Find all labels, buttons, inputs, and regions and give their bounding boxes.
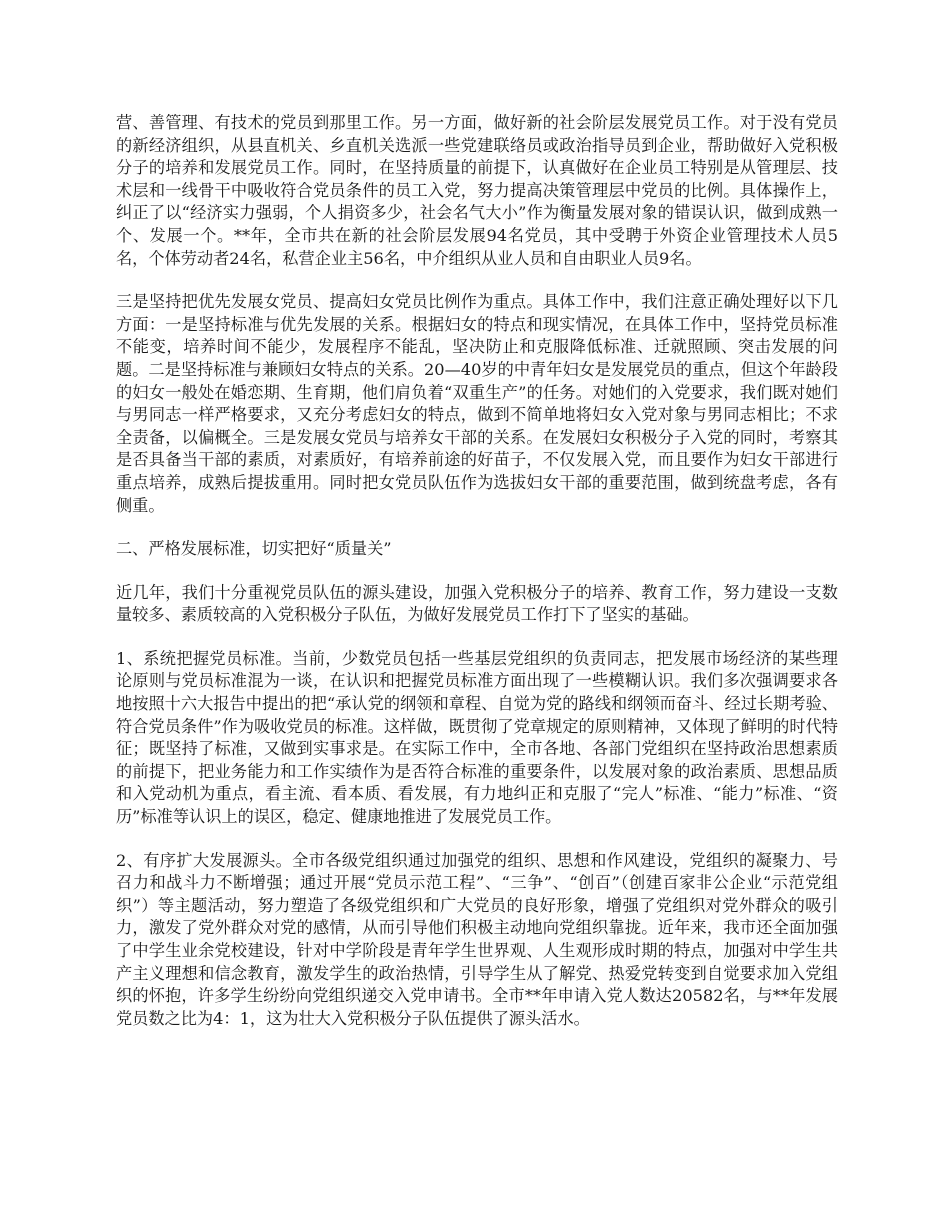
document-body xyxy=(116,112,838,1051)
paragraph-member-standards: 1、系统把握党员标准。当前，少数党员包括一些基层党组织的负责同志，把发展市场经济的某些理论原则与党员标准混为一谈，在认识和把握党员标准方面出现了一些模糊认识。我们多次强调要求各地按照十六大报告中提出的把“承认党的纲领和章程、自觉为党的路线和纲领而奋斗、经过长期考验、符合党员条件”作为吸收党员的标准。这样做，既贯彻了党章规定的原则精神，又体现了鲜明的时代特征；既坚持了标准，又做到实事求是。在实际工作中，全市各地、各部门党组织在坚持政治思想素质的前提下，把业务能力和工作实绩作为是否符合标准的重要条件，以发展对象的政治素质、思想品质和入党动机为重点，看主流、看本质、看发展，有力地纠正和克服了“完人”标准、“能力”标准、“资历”标准等认识上的误区，稳定、健康地推进了发展党员工作。 xyxy=(116,648,838,827)
paragraph-expand-sources: 2、有序扩大发展源头。全市各级党组织通过加强党的组织、思想和作风建设，党组织的凝聚力、号召力和战斗力不断增强；通过开展“党员示范工程”、“三争”、“创百”（创建百家非公企业“示范党组织”）等主题活动，努力塑造了各级党组织和广大党员的良好形象，增强了党组织对党外群众的吸引力，激发了党外群众对党的感情，从而引导他们积极主动地向党组织靠拢。近年来，我市还全面加强了中学生业余党校建设，针对中学阶段是青年学生世界观、人生观形成时期的特点，加强对中学生共产主义理想和信念教育，激发学生的政治热情，引导学生从了解党、热爱党转变到自觉要求加入党组织的怀抱，许多学生纷纷向党组织递交入党申请书。全市**年申请入党人数达20582名，与**年发展党员数之比为4：1，这为壮大入党积极分子队伍提供了源头活水。 xyxy=(116,850,838,1028)
section-heading-quality: 二、严格发展标准，切实把好“质量关” xyxy=(116,539,392,559)
paragraph-source-building: 近几年，我们十分重视党员队伍的源头建设，加强入党积极分子的培养、教育工作，努力建设一支数量较多、素质较高的入党积极分子队伍，为做好发展党员工作打下了坚实的基础。 xyxy=(116,582,838,625)
paragraph-female-members: 三是坚持把优先发展女党员、提高妇女党员比例作为重点。具体工作中，我们注意正确处理好以下几方面：一是坚持标准与优先发展的关系。根据妇女的特点和现实情况，在具体工作中，坚持党员标准不能变，培养时间不能少，发展程序不能乱，坚决防止和克服降低标准、迁就照顾、突击发展的问题。二是坚持标准与兼顾妇女特点的关系。20—40岁的中青年妇女是发展党员的重点，但这个年龄段的妇女一般处在婚恋期、生育期，他们肩负着“双重生产”的任务。对她们的入党要求，我们既对她们与男同志一样严格要求，又充分考虑妇女的特点，做到不简单地将妇女入党对象与男同志相比；不求全责备，以偏概全。三是发展女党员与培养女干部的关系。在发展妇女积极分子入党的同时，考察其是否具备当干部的素质，对素质好，有培养前途的好苗子，不仅发展入党，而且要作为妇女干部进行重点培养，成熟后提拔重用。同时把女党员队伍作为选拔妇女干部的重要范围，做到统盘考虑，各有侧重。 xyxy=(116,292,838,515)
paragraph-new-social-strata: 营、善管理、有技术的党员到那里工作。另一方面，做好新的社会阶层发展党员工作。对于没有党员的新经济组织，从县直机关、乡直机关选派一些党建联络员或政治指导员到企业，帮助做好入党积极分子的培养和发展党员工作。同时，在坚持质量的前提下，认真做好在企业员工特别是从管理层、技术层和一线骨干中吸收符合党员条件的员工入党，努力提高决策管理层中党员的比例。具体操作上，纠正了以“经济实力强弱，个人捐资多少，社会名气大小”作为衡量发展对象的错误认识，做到成熟一个、发展一个。**年，全市共在新的社会阶层发展94名党员，其中受聘于外资企业管理技术人员5名，个体劳动者24名，私营企业主56名，中介组织从业人员和自由职业人员9名。 xyxy=(116,113,838,268)
